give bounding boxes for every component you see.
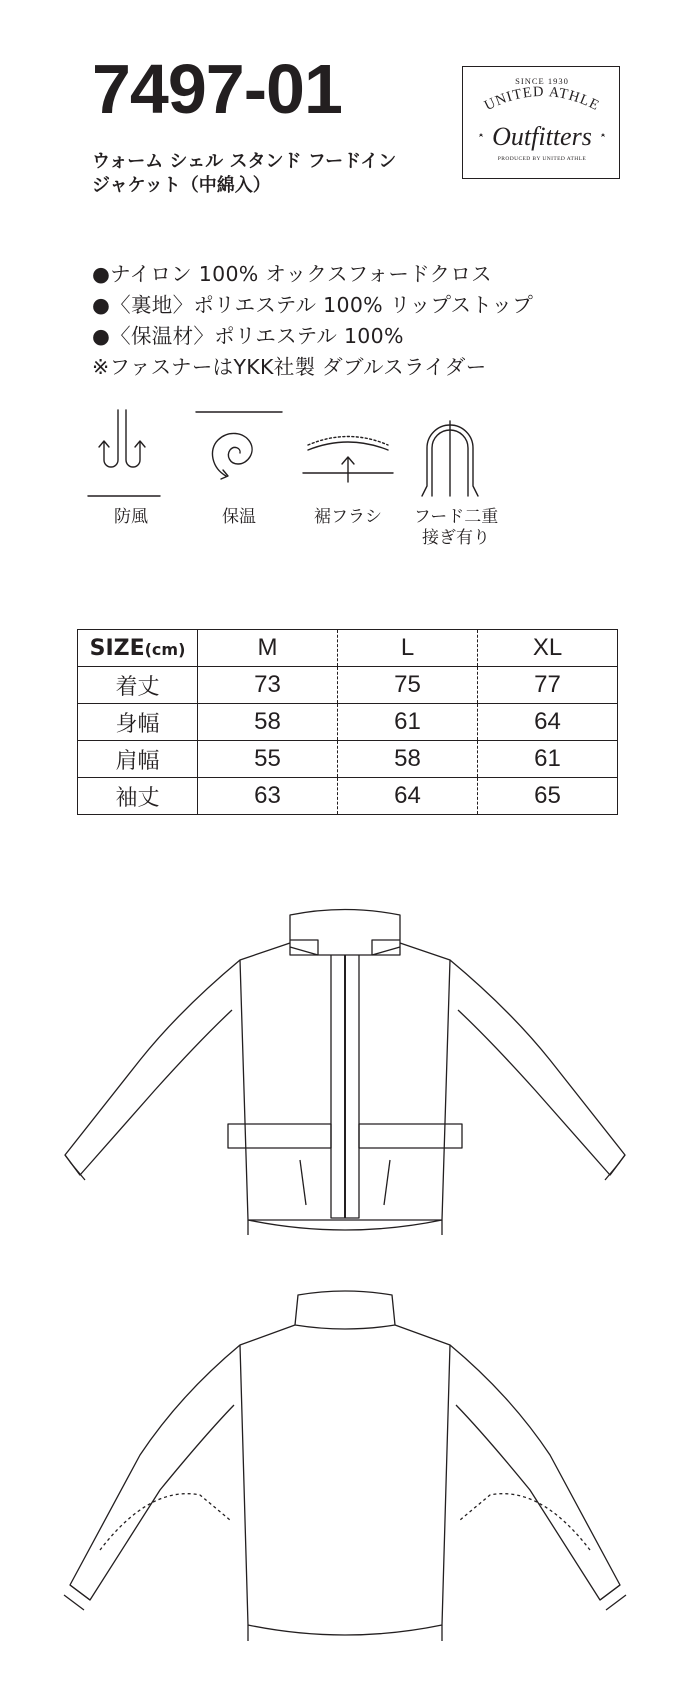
size-header-cell bbox=[78, 630, 198, 667]
cell: 65 bbox=[478, 778, 618, 815]
feature-label-hood-double: フード二重 接ぎ有り bbox=[413, 507, 499, 548]
brand-logo bbox=[462, 66, 620, 179]
model-number: 7497-01 bbox=[92, 50, 342, 128]
front-sleeve-right bbox=[450, 960, 625, 1175]
front-collar-inner-right bbox=[372, 940, 400, 955]
front-pocket-opening-left bbox=[300, 1160, 306, 1205]
feature-label-brushed-hem: 裾フラシ bbox=[314, 507, 382, 527]
size-col-l: L bbox=[338, 630, 478, 667]
cell: 58 bbox=[198, 704, 338, 741]
back-cuff-right bbox=[600, 1585, 626, 1610]
cell: 64 bbox=[338, 778, 478, 815]
size-header-label: SIZE bbox=[89, 635, 145, 661]
table-row bbox=[78, 741, 618, 778]
brand-logo-art bbox=[463, 67, 621, 180]
logo-brand: UNITED ATHLE bbox=[481, 83, 603, 115]
cell: 75 bbox=[338, 667, 478, 704]
back-sleeve-right bbox=[450, 1345, 620, 1600]
logo-brand-arc bbox=[482, 84, 602, 114]
cell: 55 bbox=[198, 741, 338, 778]
windproof-icon bbox=[88, 410, 160, 496]
size-unit-label: (cm) bbox=[144, 639, 186, 659]
front-collar bbox=[290, 910, 400, 956]
cell: 64 bbox=[478, 704, 618, 741]
size-col-xl: XL bbox=[478, 630, 618, 667]
size-table bbox=[77, 629, 618, 815]
front-pocket-flap-left bbox=[228, 1124, 331, 1148]
row-label-sleeve: 袖丈 bbox=[78, 778, 198, 815]
table-row bbox=[78, 704, 618, 741]
back-drawcords bbox=[248, 1625, 442, 1641]
logo-script: Outfitters bbox=[492, 122, 592, 151]
spec-line-3: ●〈保温材〉ポリエステル 100% bbox=[92, 324, 404, 348]
brushed-hem-icon bbox=[303, 437, 393, 483]
product-title-line-1: ウォーム シェル スタンド フードイン bbox=[92, 151, 397, 172]
front-sleeve-left bbox=[65, 960, 240, 1175]
product-title-line-2: ジャケット（中綿入） bbox=[92, 175, 271, 196]
cell: 61 bbox=[478, 741, 618, 778]
spec-line-4: ※ファスナーはYKK社製 ダブルスライダー bbox=[92, 355, 487, 379]
cell: 58 bbox=[338, 741, 478, 778]
front-cuff-right bbox=[605, 1155, 625, 1180]
front-pocket-opening-right bbox=[384, 1160, 390, 1205]
jacket-front-drawing bbox=[0, 900, 690, 1240]
cell: 73 bbox=[198, 667, 338, 704]
back-sleeve-left bbox=[70, 1345, 240, 1600]
spec-line-1: ●ナイロン 100% オックスフォードクロス bbox=[92, 262, 492, 286]
hood-double-icon bbox=[422, 421, 478, 496]
cell: 61 bbox=[338, 704, 478, 741]
front-hem bbox=[248, 1220, 442, 1230]
front-drawcords bbox=[248, 1220, 442, 1235]
back-sleeve-seam-right bbox=[460, 1494, 590, 1550]
logo-star-right bbox=[601, 133, 605, 137]
warmth-icon bbox=[196, 412, 282, 479]
back-cuff-left bbox=[64, 1585, 90, 1610]
jacket-back-drawing bbox=[0, 1285, 690, 1645]
row-label-length: 着丈 bbox=[78, 667, 198, 704]
cell: 63 bbox=[198, 778, 338, 815]
feature-label-windproof: 防風 bbox=[114, 507, 148, 527]
front-cuff-left bbox=[65, 1155, 85, 1180]
front-pocket-flap-right bbox=[359, 1124, 462, 1148]
cell: 77 bbox=[478, 667, 618, 704]
feature-label-warmth: 保温 bbox=[222, 507, 256, 527]
logo-produced: PRODUCED BY UNITED ATHLE bbox=[497, 156, 587, 162]
row-label-chest: 身幅 bbox=[78, 704, 198, 741]
logo-since: SINCE 1930 bbox=[515, 76, 569, 86]
back-collar bbox=[295, 1291, 395, 1329]
row-label-shoulder: 肩幅 bbox=[78, 741, 198, 778]
size-table-header-row bbox=[78, 630, 618, 667]
table-row bbox=[78, 778, 618, 815]
front-collar-inner-left bbox=[290, 940, 318, 955]
logo-star-left bbox=[479, 133, 483, 137]
spec-line-2: ●〈裏地〉ポリエステル 100% リップストップ bbox=[92, 293, 534, 317]
size-col-m: M bbox=[198, 630, 338, 667]
back-body bbox=[240, 1325, 450, 1635]
back-sleeve-seam-left bbox=[100, 1494, 230, 1550]
table-row bbox=[78, 667, 618, 704]
